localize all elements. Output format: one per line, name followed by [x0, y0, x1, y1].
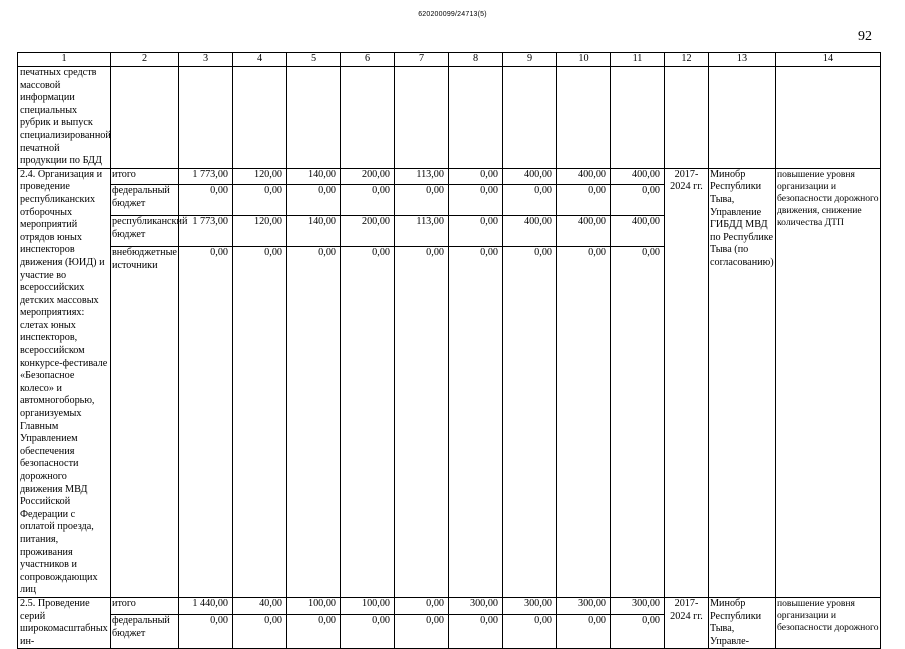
value-cell: 140,00 [287, 216, 341, 247]
value-cell: 0,00 [395, 615, 449, 649]
value-cell: 0,00 [341, 615, 395, 649]
value-cell: 0,00 [449, 615, 503, 649]
value-cell: 0,00 [557, 615, 611, 649]
value-cell: 400,00 [503, 216, 557, 247]
col-header: 1 [18, 53, 111, 67]
col-header: 4 [233, 53, 287, 67]
value-cell: 0,00 [341, 247, 395, 598]
value-cell: 200,00 [341, 168, 395, 184]
program-table [17, 52, 881, 649]
value-cell: 0,00 [395, 597, 449, 615]
col-header: 13 [709, 53, 776, 67]
value-cell: 400,00 [557, 168, 611, 184]
value-cell: 0,00 [179, 184, 233, 215]
value-cell: 400,00 [611, 216, 665, 247]
value-cell: 0,00 [395, 184, 449, 215]
term-cell: 2017-2024 гг. [665, 168, 709, 597]
value-cell: 0,00 [611, 184, 665, 215]
value-cell: 0,00 [395, 247, 449, 598]
col-header: 14 [776, 53, 881, 67]
value-cell: 0,00 [233, 184, 287, 215]
result-cell: повышение уровня организации и безопасности дорожного движения, снижение количества ДТП [776, 168, 881, 597]
value-cell: 1 440,00 [179, 597, 233, 615]
value-cell: 0,00 [449, 184, 503, 215]
value-cell: 300,00 [449, 597, 503, 615]
source-label: республиканский бюджет [111, 216, 179, 247]
table-row-continuation [18, 67, 881, 169]
executor-cell: Минобр Республики Тыва, Управление ГИБДД МВД по Республике Тыва (по согласованию) [709, 168, 776, 597]
value-cell: 0,00 [611, 615, 665, 649]
value-cell: 0,00 [341, 184, 395, 215]
value-cell: 0,00 [449, 247, 503, 598]
source-label: федеральный бюджет [111, 184, 179, 215]
executor-cell: Минобр Республики Тыва, Управле- [709, 597, 776, 648]
measure-name: 2.5. Проведение серий широкомасштабных ин- [18, 597, 111, 648]
value-cell: 0,00 [557, 247, 611, 598]
value-cell: 113,00 [395, 216, 449, 247]
value-cell: 0,00 [287, 184, 341, 215]
value-cell: 100,00 [341, 597, 395, 615]
source-label: федеральный бюджет [111, 615, 179, 649]
value-cell: 113,00 [395, 168, 449, 184]
value-cell: 0,00 [503, 615, 557, 649]
value-cell: 300,00 [503, 597, 557, 615]
value-cell: 0,00 [179, 247, 233, 598]
value-cell: 400,00 [557, 216, 611, 247]
value-cell: 40,00 [233, 597, 287, 615]
value-cell: 0,00 [503, 184, 557, 215]
source-label: внебюджетные источники [111, 247, 179, 598]
value-cell: 1 773,00 [179, 216, 233, 247]
value-cell: 0,00 [287, 615, 341, 649]
value-cell: 0,00 [449, 168, 503, 184]
source-label: итого [111, 168, 179, 184]
value-cell: 0,00 [449, 216, 503, 247]
result-cell: повышение уровня организации и безопасности дорожного [776, 597, 881, 648]
table-row [18, 168, 881, 184]
source-label: итого [111, 597, 179, 615]
value-cell: 0,00 [287, 247, 341, 598]
value-cell: 400,00 [611, 168, 665, 184]
value-cell: 300,00 [557, 597, 611, 615]
value-cell: 140,00 [287, 168, 341, 184]
col-header: 12 [665, 53, 709, 67]
col-header: 8 [449, 53, 503, 67]
value-cell: 0,00 [503, 247, 557, 598]
page-number: 92 [858, 29, 872, 44]
document-code: 620200099/24713(5) [418, 11, 487, 18]
value-cell: 120,00 [233, 216, 287, 247]
value-cell: 0,00 [611, 247, 665, 598]
col-header: 7 [395, 53, 449, 67]
value-cell: 0,00 [179, 615, 233, 649]
value-cell: 400,00 [503, 168, 557, 184]
measure-name: 2.4. Организация и проведение республиканских отборочных мероприятий отрядов юных инспекторов движения (ЮИД) и участие во всероссийских детских массовых мероприятиях: слетах юных инспекторов, всероссийском конкурсе-фестивале «Безопасное колесо» и автомногоборью, организуемых Главным Управлением обеспечения безопасности дорожного движения МВД Российской Федерации с оплатой проезда, питания, проживания участников и сопровождающих лиц [18, 168, 111, 597]
term-cell: 2017-2024 гг. [665, 597, 709, 648]
value-cell: 0,00 [233, 615, 287, 649]
value-cell: 0,00 [557, 184, 611, 215]
col-header: 9 [503, 53, 557, 67]
value-cell: 300,00 [611, 597, 665, 615]
value-cell: 200,00 [341, 216, 395, 247]
col-header: 11 [611, 53, 665, 67]
measure-name: печатных средств массовой информации специальных рубрик и выпуск специализированной печатной продукции по БДД [18, 67, 111, 169]
header-row [18, 53, 881, 67]
col-header: 3 [179, 53, 233, 67]
value-cell: 100,00 [287, 597, 341, 615]
col-header: 5 [287, 53, 341, 67]
value-cell: 1 773,00 [179, 168, 233, 184]
value-cell: 0,00 [233, 247, 287, 598]
col-header: 2 [111, 53, 179, 67]
col-header: 6 [341, 53, 395, 67]
col-header: 10 [557, 53, 611, 67]
table-row [18, 597, 881, 615]
value-cell: 120,00 [233, 168, 287, 184]
